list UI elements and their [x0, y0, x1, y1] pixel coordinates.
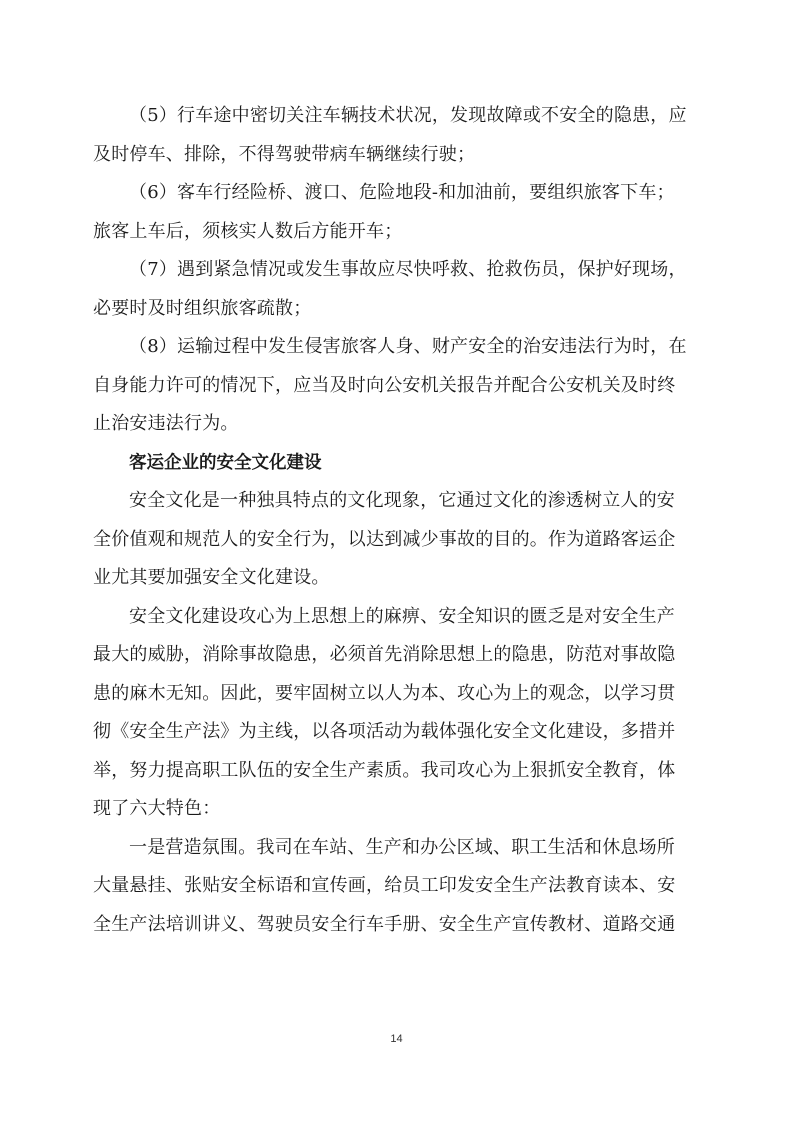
text-line: 最大的威胁，消除事故隐患，必须首先消除思想上的隐患，防范对事故隐 [93, 644, 676, 665]
text-line: （6）客车行经险桥、渡口、危险地段-和加油前，要组织旅客下车； [129, 182, 675, 203]
body-paragraph-3 [93, 829, 703, 945]
text-line: 举，努力提高职工队伍的安全生产素质。我司攻心为上狠抓安全教育，体 [93, 759, 676, 781]
text-line: 旅客上车后，须核实人数后方能开车； [93, 220, 403, 242]
text-line: （8）运输过程中发生侵害旅客人身、财产安全的治安违法行为时，在 [129, 336, 687, 357]
text-line: （7）遇到紧急情况或发生事故应尽快呼救、抢救伤员，保护好现场， [129, 259, 687, 280]
body-paragraph-2 [93, 598, 703, 829]
rule-5-paragraph [93, 97, 703, 174]
body-paragraph-1 [93, 482, 703, 598]
safety-rules-list [93, 97, 703, 444]
text-line: （5）行车途中密切关注车辆技术状况，发现故障或不安全的隐患，应 [129, 105, 687, 126]
text-line: 全生产法培训讲义、驾驶员安全行车手册、安全生产宣传教材、道路交通 [93, 913, 676, 935]
text-line: 一是营造氛围。我司在车站、生产和办公区域、职工生活和休息场所 [129, 836, 675, 858]
text-line: 安全文化建设攻心为上思想上的麻痹、安全知识的匮乏是对安全生产 [129, 605, 675, 627]
text-line: 安全文化是一种独具特点的文化现象，它通过文化的渗透树立人的安 [129, 490, 675, 511]
text-line: 大量悬挂、张贴安全标语和宣传画，给员工印发安全生产法教育读本、安 [93, 875, 676, 896]
text-line: 现了六大特色： [93, 798, 221, 819]
text-line: 业尤其要加强安全文化建设。 [93, 567, 330, 588]
text-line: 及时停车、排除，不得驾驶带病车辆继续行驶； [93, 143, 476, 165]
text-line: 止治安违法行为。 [93, 413, 239, 434]
section-heading: 客运企业的安全文化建设 [129, 452, 322, 473]
document-page [93, 97, 703, 944]
text-line: 必要时及时组织旅客疏散； [93, 297, 312, 319]
text-line: 彻《安全生产法》为主线，以各项活动为载体强化安全文化建设，多措并 [93, 721, 676, 742]
page-number: 14 [390, 1033, 403, 1045]
text-line: 自身能力许可的情况下，应当及时向公安机关报告并配合公安机关及时终 [93, 374, 676, 396]
text-line: 患的麻木无知。因此，要牢固树立以人为本、攻心为上的观念，以学习贯 [93, 682, 676, 704]
section-body [93, 482, 703, 944]
rule-6-paragraph [93, 174, 703, 251]
rule-8-paragraph [93, 328, 703, 444]
rule-7-paragraph [93, 251, 703, 328]
text-line: 全价值观和规范人的安全行为，以达到减少事故的目的。作为道路客运企 [93, 528, 676, 550]
